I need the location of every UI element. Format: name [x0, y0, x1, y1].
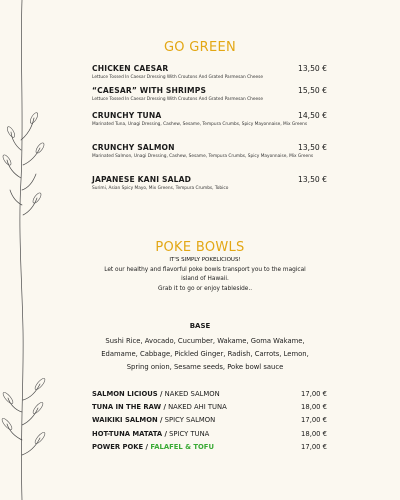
section-title-go-green: GO GREEN	[163, 40, 237, 55]
bowl-price: 17,00 €	[301, 443, 327, 451]
item-name: JAPANESE KANI SALAD	[92, 175, 192, 184]
item-name: CRUNCHY SALMON	[92, 143, 175, 152]
bowl-price: 18,00 €	[301, 430, 327, 438]
poke-intro	[80, 256, 330, 294]
bowl-name: SALMON LICIOUS /	[92, 390, 163, 398]
item-name: CHICKEN CAESAR	[92, 64, 169, 73]
item-description: Marinated Tuna, Unagi Dressing, Cashew, Sesame, Tempura Crumbs, Spicy Mayonnaise, Mix Greens	[92, 122, 308, 127]
bowl-price: 17,00 €	[301, 416, 327, 424]
bowl-name: POWER POKE /	[92, 443, 151, 451]
item-price: 13,50 €	[298, 64, 327, 73]
menu-item	[92, 111, 327, 128]
intro-line: island of Hawaii.	[181, 276, 229, 282]
bowl-name: WAIKIKI SALMON /	[92, 416, 163, 424]
poke-tagline: IT'S SIMPLY POKELICIOUS!	[169, 257, 241, 263]
bowl-subname: FALAFEL & TOFU	[150, 443, 214, 451]
bowl-subname: SPICY SALMON	[162, 416, 216, 424]
base-line: Sushi Rice, Avocado, Cucumber, Wakame, Goma Wakame,	[105, 337, 305, 345]
intro-line: Let our healthy and flavorful poke bowls transport you to the magical	[104, 266, 306, 273]
item-price: 14,50 €	[298, 111, 327, 120]
menu-item	[92, 64, 327, 81]
item-price: 15,50 €	[298, 86, 327, 95]
bowl-item	[92, 403, 327, 411]
item-price: 13,50 €	[298, 175, 327, 184]
bowl-name: TUNA IN THE RAW /	[92, 403, 166, 411]
bowl-subname: SPICY TUNA	[166, 430, 210, 438]
item-name: “CAESAR” WITH SHRIMPS	[92, 86, 207, 95]
base-title: BASE	[189, 322, 211, 330]
menu-item	[92, 86, 327, 103]
bowl-price: 18,00 €	[301, 403, 327, 411]
bowl-item	[92, 390, 327, 398]
item-description: Lettuce Tossed In Caesar Dressing With Croutons And Grated Parmesan Cheese	[92, 75, 264, 80]
item-description: Marinated Salmon, Unagi Dressing, Cashew, Sesame, Tempura Crumbs, Spicy Mayonnaise, Mix Greens	[92, 154, 314, 159]
menu-item	[92, 175, 327, 192]
intro-line: Grab it to go or enjoy tableside..	[157, 285, 253, 292]
base-line: Edamame, Cabbage, Pickled Ginger, Radish, Carrots, Lemon,	[101, 350, 309, 358]
section-title-poke-bowls: POKE BOWLS	[155, 240, 245, 255]
item-name: CRUNCHY TUNA	[92, 111, 162, 120]
bowl-price: 17,00 €	[301, 390, 327, 398]
item-description: Lettuce Tossed In Caesar Dressing With Croutons And Grated Parmesan Cheese	[92, 97, 264, 102]
bowl-subname: NAKED AHI TUNA	[165, 403, 227, 411]
item-price: 13,50 €	[298, 143, 327, 152]
item-description: Surimi, Asian Spicy Mayo, Mix Greens, Tempura Crumbs, Tobico	[92, 186, 229, 191]
bowl-item	[92, 416, 327, 424]
bowl-name: HOT-TUNA MATATA /	[92, 430, 167, 438]
menu-item	[92, 143, 327, 160]
base-ingredients	[85, 335, 325, 374]
bowl-item	[92, 443, 327, 451]
bowl-item	[92, 430, 327, 438]
base-line: Spring onion, Sesame seeds, Poke bowl sauce	[126, 363, 284, 371]
bowl-subname: NAKED SALMON	[162, 390, 220, 398]
